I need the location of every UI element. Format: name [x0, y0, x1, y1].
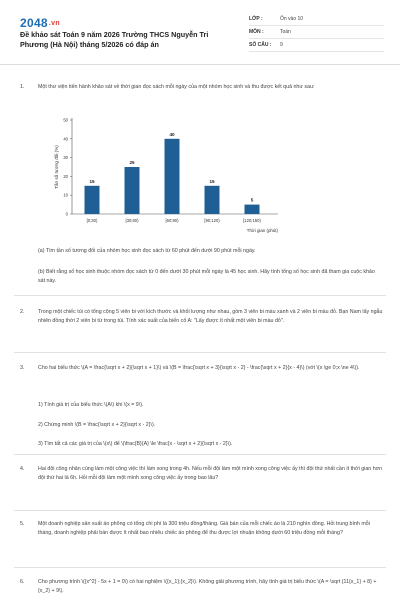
- bar: [85, 186, 100, 214]
- bar-value-label: 25: [129, 160, 135, 165]
- x-tick-label: [90;120): [204, 218, 220, 223]
- logo-suffix: .vn: [48, 20, 60, 28]
- question-number: 4.: [20, 466, 25, 472]
- question-1-part-b: (b) Biết rằng số học sinh thuộc nhóm đọc sách từ 0 đến dưới 30 phút mỗi ngày là 45 học sinh. Hãy tính tổng số học sinh đã tham gia cuộc khảo sát này.: [38, 269, 375, 285]
- meta-value: 9: [280, 42, 283, 48]
- question-text: Cho hai biểu thức \(A = \frac{\sqrt x + 2}{\sqrt x + 1}\) và \(B = \frac{\sqrt x + 3}{\sqrt x - 2} - \frac{\sqrt x + 2}{x - 4}\) (với \(x \ge 0;x \ne 4\)).: [38, 365, 360, 371]
- bar: [205, 186, 220, 214]
- bar: [125, 167, 140, 214]
- site-logo[interactable]: [20, 16, 60, 30]
- divider: [14, 510, 386, 511]
- divider: [14, 295, 386, 296]
- question-1-part-a: (a) Tìm tần số tương đối của nhóm học sinh đọc sách từ 60 phút đến dưới 90 phút mỗi ngày.: [38, 248, 256, 255]
- divider: [14, 352, 386, 353]
- y-tick-label: 50: [63, 117, 68, 123]
- exam-title: Đề khảo sát Toán 9 năm 2026 Trường THCS Nguyễn Tri Phương (Hà Nội) tháng 5/2026 có đáp án: [20, 30, 209, 49]
- meta-row-subject: [249, 26, 384, 39]
- bar-value-label: 40: [169, 131, 175, 137]
- question-text: Cho phương trình \({x^2} - 5x + 1 = 0\) có hai nghiệm \({x_1};{x_2}\). Không giải phương trình, hãy tính giá trị biểu thức \(A = \sqrt {11{x_1} + 8} + {x_2} + 9\).: [38, 579, 377, 594]
- y-tick-label: 20: [63, 173, 68, 179]
- x-tick-label: [120;150): [243, 218, 261, 223]
- question-text: Một doanh nghiệp sản xuất áo phông có tổng chi phí là 300 triệu đồng/tháng. Giá bán của mỗi chiếc áo là 210 nghìn đồng. Hỏi trung bình mỗi tháng, doanh nghiệp phải bán được ít nhất bao nhiêu chiếc áo phông để thu được lợi nhuận không dưới 60 triệu đồng mỗi tháng?: [38, 521, 370, 536]
- meta-value: Toán: [280, 29, 291, 35]
- x-axis-label: Thời gian (phút): [246, 228, 278, 233]
- bar-chart: [50, 112, 290, 238]
- question-number: 2.: [20, 309, 25, 315]
- question-number: 1.: [20, 84, 25, 90]
- question-3-sub-3: 3) Tìm tất cả các giá trị của \(x\) để \(\frac{B}{A} \le \frac{x - \sqrt x + 2}{\sqrt x - 2}\).: [38, 441, 233, 448]
- meta-row-class: [249, 13, 384, 26]
- meta-label: MÔN :: [249, 29, 264, 35]
- y-tick-label: 40: [63, 136, 68, 142]
- meta-label: LỚP :: [249, 16, 263, 22]
- divider: [14, 567, 386, 568]
- question-3-sub-1: 1) Tính giá trị của biểu thức \(A\) khi \(x = 9\).: [38, 402, 144, 409]
- question-number: 6.: [20, 579, 25, 585]
- x-tick-label: [60;90): [165, 218, 179, 223]
- y-tick-label: 30: [63, 155, 68, 161]
- bar: [245, 205, 260, 214]
- question-number: 3.: [20, 365, 25, 371]
- y-axis-label: Tần số tương đối (%): [54, 145, 59, 189]
- question-3-sub-2: 2) Chứng minh \(B = \frac{\sqrt x + 2}{\sqrt x - 2}\).: [38, 422, 156, 429]
- bar: [165, 139, 180, 214]
- y-tick-label: 0: [65, 211, 68, 217]
- question-text: Hai đội công nhân cùng làm một công việc thì làm xong trong 4h. Nếu mỗi đội làm một mình xong công việc ấy thì đội thứ nhất cần ít thời gian hơn đội thứ hai là 6h. Hỏi mỗi đội làm một mình xong công việc ấy trong bao lâu?: [38, 466, 383, 481]
- header: [0, 0, 400, 65]
- reading-time-chart: [50, 112, 290, 238]
- bar-value-label: 15: [209, 178, 215, 184]
- question-number: 5.: [20, 521, 25, 527]
- bar-value-label: 5: [250, 197, 254, 203]
- meta-label: SỐ CÂU :: [249, 42, 272, 48]
- meta-value: Ôn vào 10: [280, 16, 304, 22]
- exam-meta: [249, 13, 384, 52]
- x-tick-label: [0;30): [86, 218, 98, 223]
- question-text: Trong một chiếc túi có tổng cộng 5 viên bi với kích thước và khối lượng như nhau, gồm 3 viên bi màu xanh và 2 viên bi màu đỏ. Bạn Nam lấy ngẫu nhiên đồng thời 2 viên bi từ trong túi. Tính xác suất của biến cố A: "Lấy được ít nhất một viên bi màu đỏ".: [38, 309, 383, 324]
- x-tick-label: [30;60): [125, 218, 139, 223]
- y-tick-label: 10: [63, 192, 68, 198]
- bar-value-label: 15: [89, 178, 95, 184]
- question-text: Một thư viện tiến hành khảo sát về thời gian đọc sách mỗi ngày của một nhóm học sinh và thu được kết quả như sau:: [38, 84, 315, 90]
- meta-row-count: [249, 39, 384, 52]
- logo-text: 2048: [20, 16, 48, 30]
- divider: [14, 454, 386, 455]
